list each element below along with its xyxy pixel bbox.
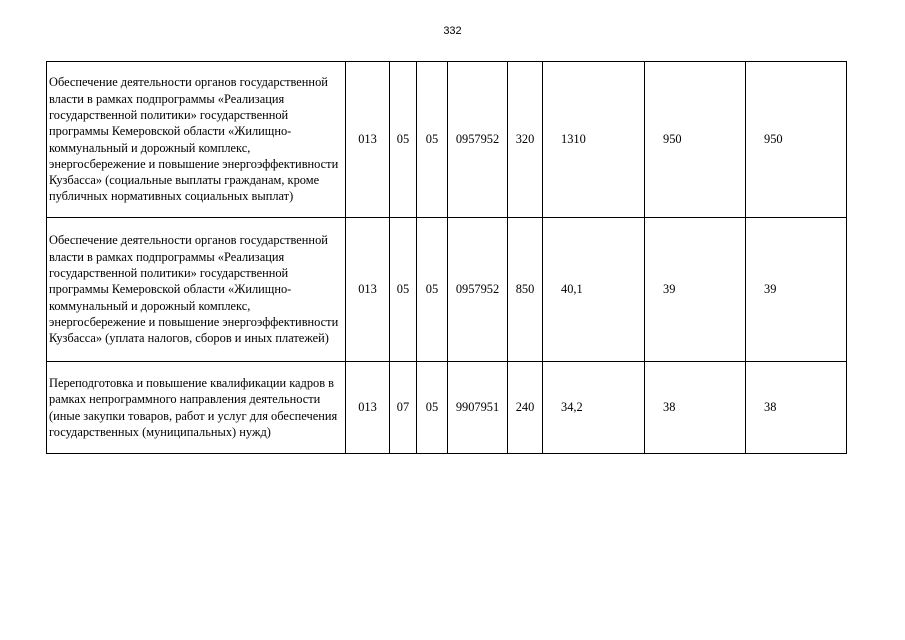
value-2: 38: [663, 400, 676, 415]
value-3: 39: [764, 282, 777, 297]
value-cell-2: [645, 362, 746, 454]
expense-type-code: 240: [508, 362, 543, 454]
target-article-code: 9907951: [448, 362, 508, 454]
value-cell-2: [645, 218, 746, 362]
expense-type-code: 320: [508, 62, 543, 218]
section-code: 05: [390, 62, 417, 218]
target-article-code: 0957952: [448, 62, 508, 218]
value-1: 34,2: [561, 400, 583, 415]
subsection-code: 05: [417, 362, 448, 454]
row-description: Обеспечение деятельности органов государственной власти в рамках подпрограммы «Реализация государственной политики» государственной программы Кемеровской области «Жилищно-коммунальный и дорожный комплекс, энергосбережение и повышение энергоэффективности Кузбасса» (уплата налогов, сборов и иных платежей): [47, 218, 346, 362]
value-cell-1: [543, 362, 645, 454]
value-1: 1310: [561, 132, 586, 147]
value-cell-1: [543, 62, 645, 218]
row-description: Обеспечение деятельности органов государственной власти в рамках подпрограммы «Реализация государственной политики» государственной программы Кемеровской области «Жилищно-коммунальный и дорожный комплекс, энергосбережение и повышение энергоэффективности Кузбасса» (социальные выплаты гражданам, кроме публичных нормативных социальных выплат): [47, 62, 346, 218]
value-2: 950: [663, 132, 682, 147]
budget-table: [46, 61, 847, 454]
value-cell-2: [645, 62, 746, 218]
ministry-code: 013: [346, 362, 390, 454]
expense-type-code: 850: [508, 218, 543, 362]
row-description: Переподготовка и повышение квалификации кадров в рамках непрограммного направления деятельности (иные закупки товаров, работ и услуг для обеспечения государственных (муниципальных) нужд): [47, 362, 346, 454]
subsection-code: 05: [417, 62, 448, 218]
table-row: [47, 218, 847, 362]
section-code: 05: [390, 218, 417, 362]
value-3: 38: [764, 400, 777, 415]
value-cell-3: [746, 62, 847, 218]
subsection-code: 05: [417, 218, 448, 362]
ministry-code: 013: [346, 218, 390, 362]
value-1: 40,1: [561, 282, 583, 297]
value-2: 39: [663, 282, 676, 297]
value-cell-3: [746, 362, 847, 454]
target-article-code: 0957952: [448, 218, 508, 362]
page-number: 332: [443, 25, 462, 37]
value-3: 950: [764, 132, 783, 147]
ministry-code: 013: [346, 62, 390, 218]
table-row: [47, 62, 847, 218]
value-cell-3: [746, 218, 847, 362]
section-code: 07: [390, 362, 417, 454]
value-cell-1: [543, 218, 645, 362]
table-row: [47, 362, 847, 454]
